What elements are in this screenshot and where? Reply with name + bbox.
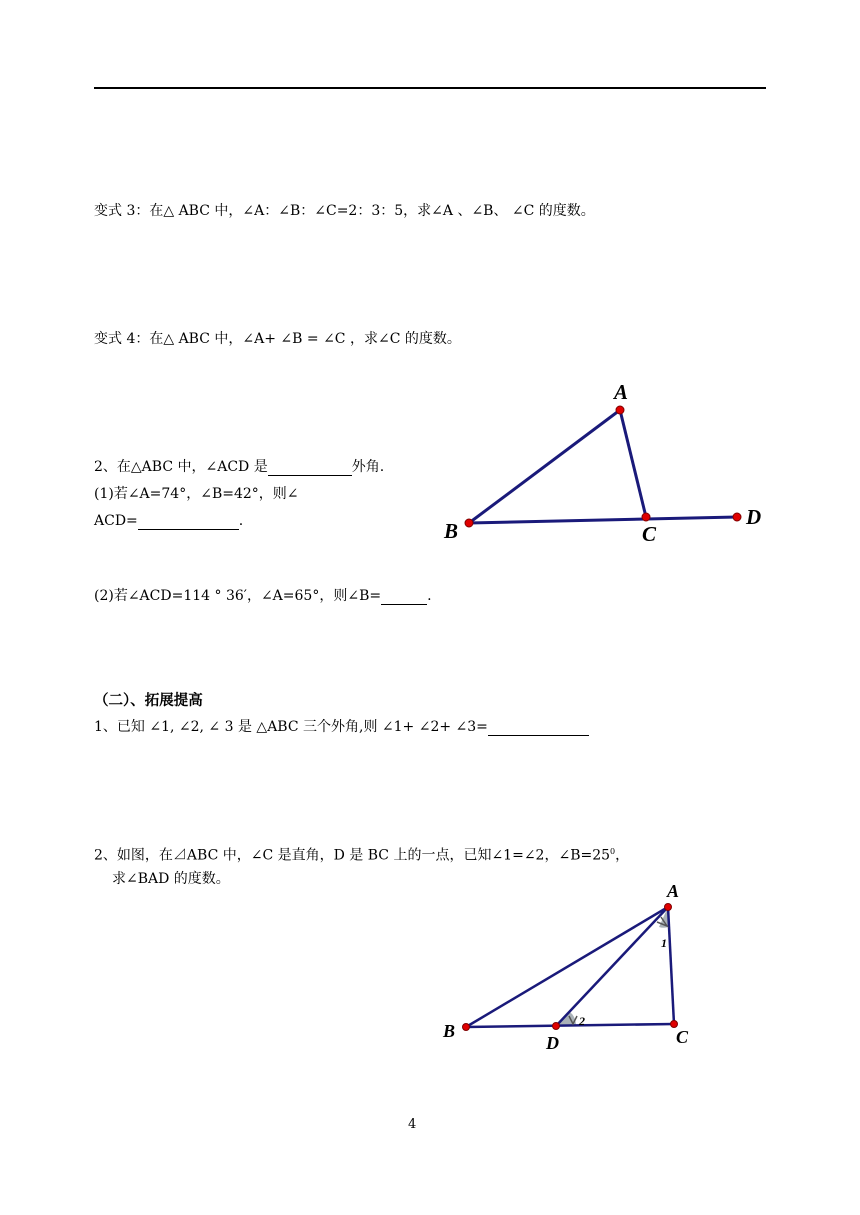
label-b: B: [443, 1021, 456, 1041]
page-number: 4: [408, 1117, 417, 1132]
label-b: B: [444, 519, 459, 543]
label-a: A: [667, 881, 680, 901]
variant-4-text: 变式 4：在△ ABC 中，∠A+ ∠B = ∠C ，求∠C 的度数。: [94, 331, 461, 347]
point-d: [553, 1023, 560, 1030]
ext-q2-text: 2、如图，在⊿ABC 中，∠C 是直角，D 是 BC 上的一点，已知∠1=∠2，∠B=25: [94, 847, 611, 864]
ext-q2-comma: ，: [615, 847, 630, 864]
label-c: C: [676, 1027, 689, 1047]
ext-q1-text: 1、已知 ∠1, ∠2, ∠ 3 是 △ABC 三个外角,则 ∠1+ ∠2+ ∠3=: [94, 719, 488, 735]
section-heading: （二）、拓展提高: [94, 693, 203, 709]
variant-3-text: 变式 3：在△ ABC 中，∠A：∠B：∠C=2：3：5，求∠A 、∠B、 ∠C 的度数。: [94, 203, 595, 219]
q2-line1-prefix: 2、在△ABC 中，∠ACD 是: [94, 459, 268, 475]
q2-line3-prefix: ACD=: [94, 513, 138, 529]
extension-question-2-line-2: 求∠BAD 的度数。: [112, 871, 230, 887]
label-d: D: [746, 505, 762, 529]
label-angle-2: 2: [579, 1014, 585, 1028]
q2-line4-suffix: .: [427, 588, 432, 604]
q2-line3-suffix: .: [238, 513, 244, 529]
line-ad: [556, 907, 668, 1026]
q2-line4-prefix: (2)若∠ACD=114 ° 36′，∠A=65°，则∠B=: [94, 588, 382, 604]
point-a: [665, 904, 672, 911]
line-bc: [466, 1024, 674, 1027]
degree-superscript: 0: [610, 847, 616, 856]
label-d: D: [546, 1033, 559, 1053]
point-b: [463, 1024, 470, 1031]
label-angle-1: 1: [661, 936, 667, 950]
q2-line1-suffix: 外角.: [351, 459, 385, 475]
line-ba: [466, 907, 668, 1027]
label-c: C: [642, 522, 657, 546]
question-2-line-2: (1)若∠A=74°，∠B=42°，则∠: [94, 486, 299, 502]
label-a: A: [614, 380, 629, 404]
line-ac: [668, 907, 674, 1024]
